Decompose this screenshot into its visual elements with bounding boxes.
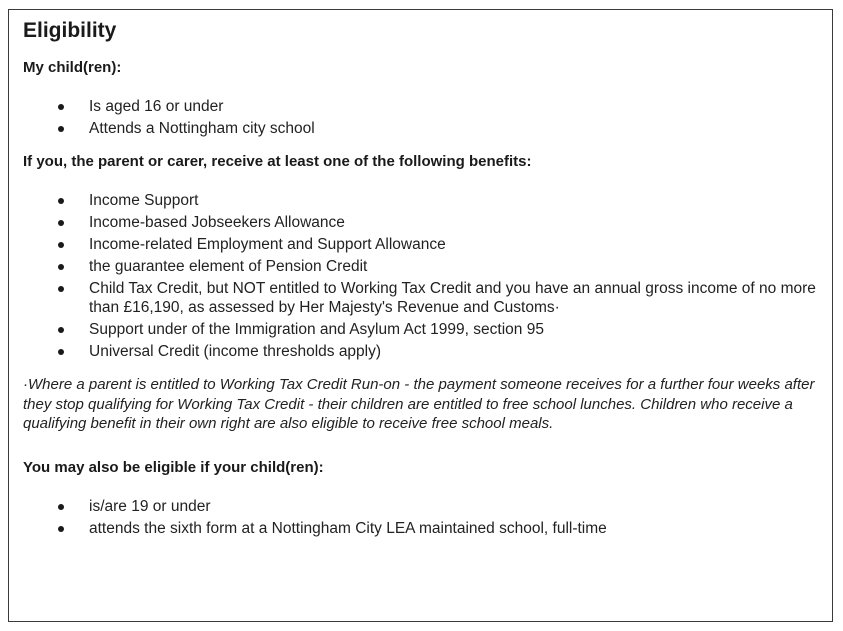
- list-item: the guarantee element of Pension Credit: [23, 257, 823, 276]
- list-item: attends the sixth form at a Nottingham City LEA maintained school, full-time: [23, 519, 823, 538]
- list-item: is/are 19 or under: [23, 497, 823, 516]
- list-item: Attends a Nottingham city school: [23, 119, 823, 138]
- list-item: Child Tax Credit, but NOT entitled to Working Tax Credit and you have an annual gross income of no more than £16,190, as assessed by Her Majesty's Revenue and Customs·: [23, 279, 823, 317]
- list-item: Is aged 16 or under: [23, 97, 823, 116]
- page-title: Eligibility: [23, 19, 117, 42]
- also-eligible-heading: You may also be eligible if your child(ren):: [23, 458, 324, 476]
- list-item: Universal Credit (income thresholds apply): [23, 342, 823, 361]
- list-item: Income-related Employment and Support Allowance: [23, 235, 823, 254]
- working-tax-credit-note: ·Where a parent is entitled to Working Tax Credit Run-on - the payment someone receives for a further four weeks after they stop qualifying for Working Tax Credit - their children are entitled to free school lunches. Children who receive a qualifying benefit in their own right are also eligible to receive free school meals.: [23, 376, 815, 432]
- list-item: Support under of the Immigration and Asylum Act 1999, section 95: [23, 320, 823, 339]
- child-criteria-heading: My child(ren):: [23, 59, 122, 76]
- also-eligible-list: [23, 497, 823, 538]
- benefits-list: [23, 191, 823, 361]
- list-item: Income Support: [23, 191, 823, 210]
- list-item: Income-based Jobseekers Allowance: [23, 213, 823, 232]
- eligibility-content: [23, 18, 823, 541]
- benefits-heading: If you, the parent or carer, receive at least one of the following benefits:: [23, 153, 532, 170]
- child-criteria-list: [23, 97, 823, 138]
